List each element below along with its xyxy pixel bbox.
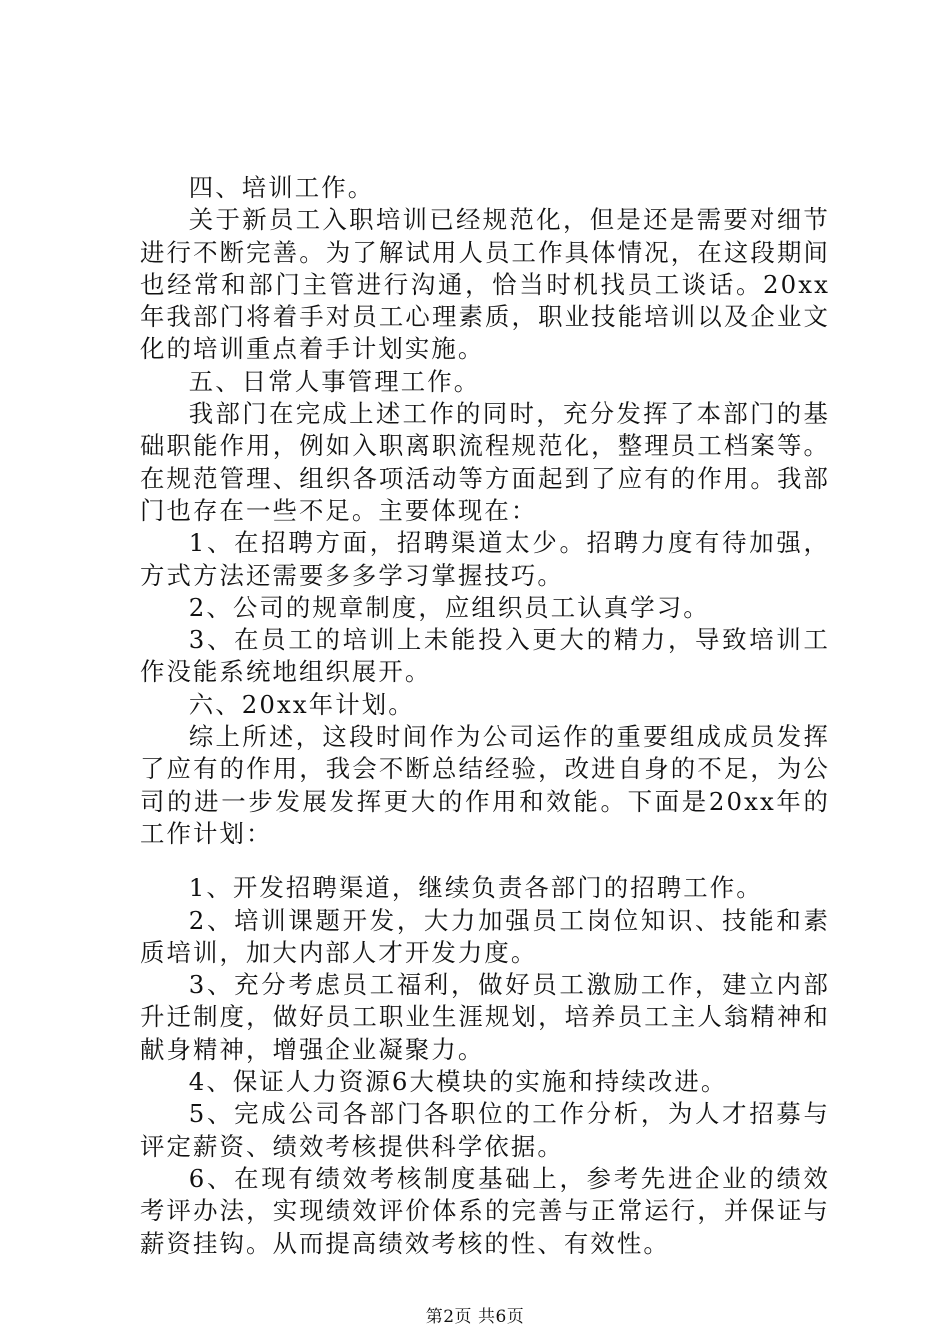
section-heading-daily-hr: 五、日常人事管理工作。 bbox=[188, 366, 481, 396]
section-heading-training: 四、培训工作。 bbox=[188, 173, 375, 202]
list-item-plan-3: 3、充分考虑员工福利，做好员工激励工作，建立内部升迁制度，做好员工职业生涯规划，培养员工主人翁精神和献身精神，增强企业凝聚力。 bbox=[140, 970, 830, 1064]
list-item-plan-5: 5、完成公司各部门各职位的工作分析，为人才招募与评定薪资、绩效考核提供科学依据。 bbox=[140, 1099, 830, 1161]
document-body bbox=[140, 172, 830, 1260]
page-number-footer: 第2页 共6页 bbox=[425, 1307, 525, 1327]
paragraph-daily-hr: 我部门在完成上述工作的同时，充分发挥了本部门的基础职能作用，例如入职离职流程规范化，整理员工档案等。在规范管理、组织各项活动等方面起到了应有的作用。我部门也存在一些不足。主要体现在： bbox=[140, 399, 830, 525]
paragraph-summary: 综上所述，这段时间作为公司运作的重要组成成员发挥了应有的作用，我会不断总结经验，改进自身的不足，为公司的进一步发展发挥更大的作用和效能。下面是20xx年的工作计划： bbox=[140, 722, 830, 848]
list-item-shortcoming-3: 3、在员工的培训上未能投入更大的精力，导致培训工作没能系统地组织展开。 bbox=[140, 625, 830, 687]
list-item-shortcoming-2: 2、公司的规章制度，应组织员工认真学习。 bbox=[188, 592, 710, 622]
list-item-plan-4: 4、保证人力资源6大模块的实施和持续改进。 bbox=[188, 1067, 728, 1097]
list-item-plan-2: 2、培训课题开发，大力加强员工岗位知识、技能和素质培训，加大内部人才开发力度。 bbox=[140, 905, 830, 967]
list-item-plan-1: 1、开发招聘渠道，继续负责各部门的招聘工作。 bbox=[188, 873, 763, 903]
section-heading-plan: 六、20xx年计划。 bbox=[188, 689, 415, 719]
paragraph-training: 关于新员工入职培训已经规范化，但是还是需要对细节进行不断完善。为了解试用人员工作具体情况，在这段期间也经常和部门主管进行沟通，恰当时机找员工谈话。20xx年我部门将着手对员工心理素质，职业技能培训以及企业文化的培训重点着手计划实施。 bbox=[140, 205, 830, 364]
list-item-plan-6: 6、在现有绩效考核制度基础上，参考先进企业的绩效考评办法，实现绩效评价体系的完善与正常运行，并保证与薪资挂钩。从而提高绩效考核的性、有效性。 bbox=[140, 1163, 830, 1258]
list-item-shortcoming-1: 1、在招聘方面，招聘渠道太少。招聘力度有待加强，方式方法还需要多多学习掌握技巧。 bbox=[140, 528, 830, 590]
